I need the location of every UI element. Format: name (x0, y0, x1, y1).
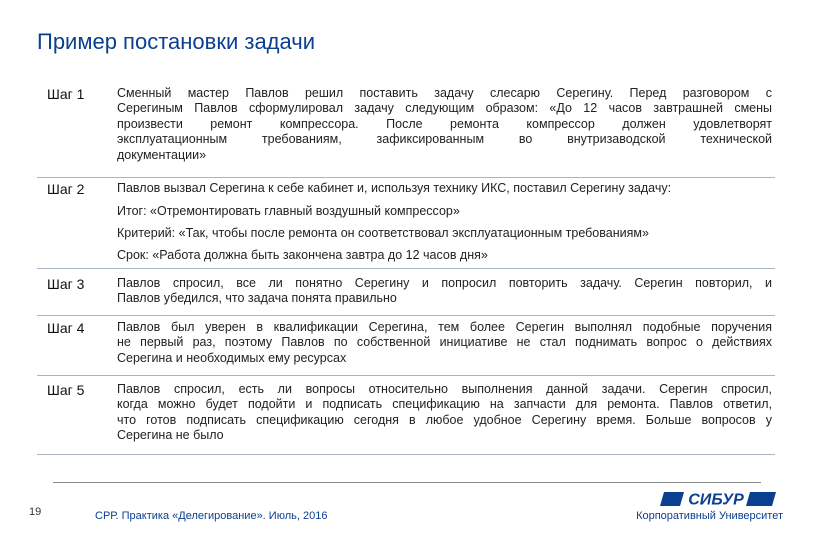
step-4 (37, 320, 775, 376)
step-label: Шаг 2 (47, 181, 85, 197)
step-label: Шаг 1 (47, 86, 85, 102)
task-deadline: Срок: «Работа должна быть закончена завтра до 12 часов дня» (117, 248, 488, 262)
step-3 (37, 276, 775, 316)
step-description (117, 276, 772, 307)
slide-title: Пример постановки задачи (37, 29, 316, 54)
step-text-line: эксплуатационным требованиям, зафиксированным во внутризаводской технической (117, 132, 772, 147)
step-text-line: Павлов был уверен в квалификации Серегина, тем более Серегин выполнял подобные поручения (117, 320, 772, 334)
step-description (117, 382, 772, 444)
step-text-line: когда можно будет подойти и подписать спецификацию на запчасти для ремонта. Павлов ответил, (117, 397, 772, 412)
footer-divider (53, 482, 761, 483)
step-text-line: Павлов спросил, все ли понятно Серегину и попросил повторить задачу. Серегин повторил, и (117, 276, 772, 290)
logo-text: СИБУР (688, 491, 744, 508)
university-label: Корпоративный Университет (636, 510, 783, 522)
step-description (117, 86, 772, 163)
step-text-line: Серегина не было (117, 428, 224, 443)
step-label: Шаг 3 (47, 276, 85, 292)
step-text-line: Павлов вызвал Серегина к себе кабинет и, используя технику ИКС, поставил Серегину задачу: (117, 181, 672, 195)
step-text-line: произвести ремонт компрессора. После ремонта компрессор должен удовлетворят (117, 116, 772, 131)
step-text-line: Павлов спросил, есть ли вопросы относительно выполнения данной задачи. Серегин спросил, (117, 382, 772, 396)
sibur-logo (658, 490, 780, 508)
step-description (117, 181, 772, 196)
step-text-line: не первый раз, поэтому Павлов по собственной инициативе не стал поднимать вопрос о действиях (117, 335, 772, 350)
task-result: Итог: «Отремонтировать главный воздушный компрессор» (117, 204, 460, 218)
step-text-line: документации» (117, 147, 207, 162)
step-text-line: Серегина и необходимых ему ресурсах (117, 350, 347, 365)
footer-caption: СРР. Практика «Делегирование». Июль, 2016 (95, 510, 328, 522)
step-5 (37, 382, 775, 455)
step-1 (37, 86, 775, 178)
page-number: 19 (29, 506, 42, 518)
step-description (117, 320, 772, 366)
step-text-line: что готов подписать спецификацию сегодня в любое удобное Серегину время. Больше вопросов у (117, 412, 772, 427)
step-text-line: Сменный мастер Павлов решил поставить задачу слесарю Серегину. Перед разговором с (117, 86, 772, 100)
step-label: Шаг 4 (47, 320, 85, 336)
task-criterion: Критерий: «Так, чтобы после ремонта он соответствовал эксплуатационным требованиям» (117, 226, 649, 240)
step-2 (37, 181, 775, 269)
step-text-line: Серегиным Павлов сформулировал задачу следующим образом: «До 12 часов завтрашней смены (117, 101, 772, 116)
step-text-line: Павлов убедился, что задача понята правильно (117, 291, 397, 306)
step-label: Шаг 5 (47, 382, 85, 398)
